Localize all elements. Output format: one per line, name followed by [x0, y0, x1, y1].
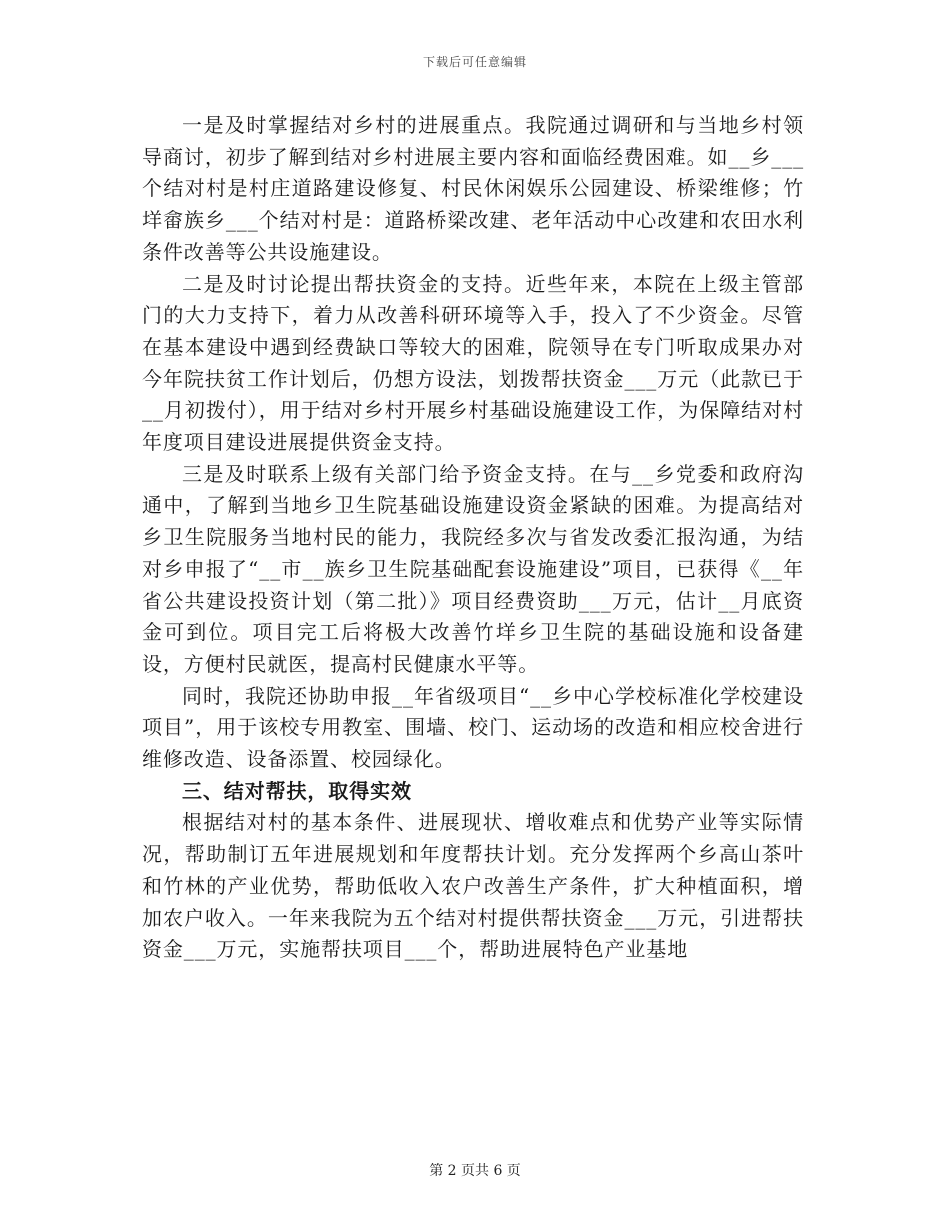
page-number: 第 2 页共 6 页 — [429, 1163, 521, 1179]
paragraph-5: 根据结对村的基本条件、进展现状、增收难点和优势产业等实际情况，帮助制订五年进展规划和年度帮扶计划。充分发挥两个乡高山茶叶和竹林的产业优势，帮助低收入农户改善生产条件，扩大种植面积，增加农户收入。一年来我院为五个结对村提供帮扶资金___万元，引进帮扶资金___万元，实施帮扶项目___个，帮助进展特色产业基地 — [142, 810, 804, 962]
section-heading: 三、结对帮扶，取得实效 — [182, 778, 412, 803]
paragraph-2: 二是及时讨论提出帮扶资金的支持。近些年来，本院在上级主管部门的大力支持下，着力从改善科研环境等入手，投入了不少资金。尽管在基本建设中遇到经费缺口等较大的困难，院领导在专门听取成果办对今年院扶贫工作计划后，仍想方设法，划拨帮扶资金___万元（此款已于__月初拨付），用于结对乡村开展乡村基础设施建设工作，为保障结对村年度项目建设进展提供资金支持。 — [142, 271, 804, 455]
page-header-note: 下载后可任意编辑 — [422, 55, 527, 69]
paragraph-4: 同时，我院还协助申报__年省级项目“__乡中心学校标准化学校建设项目”，用于该校专用教室、围墙、校门、运动场的改造和相应校舍进行维修改造、设备添置、校园绿化。 — [142, 683, 804, 772]
document-body — [142, 110, 804, 966]
paragraph-3: 三是及时联系上级有关部门给予资金支持。在与__乡党委和政府沟通中，了解到当地乡卫生院基础设施建设资金紧缺的困难。为提高结对乡卫生院服务当地村民的能力，我院经多次与省发改委汇报沟通，为结对乡申报了“__市__族乡卫生院基础配套设施建设”项目，已获得《__年省公共建设投资计划（第二批）》项目经费资助___万元，估计__月底资金可到位。项目完工后将极大改善竹垟乡卫生院的基础设施和设备建设，方便村民就医，提高村民健康水平等。 — [142, 461, 804, 676]
paragraph-1: 一是及时掌握结对乡村的进展重点。我院通过调研和与当地乡村领导商讨，初步了解到结对乡村进展主要内容和面临经费困难。如__乡___个结对村是村庄道路建设修复、村民休闲娱乐公园建设、桥梁维修；竹垟畲族乡___个结对村是：道路桥梁改建、老年活动中心改建和农田水利条件改善等公共设施建设。 — [142, 113, 804, 264]
